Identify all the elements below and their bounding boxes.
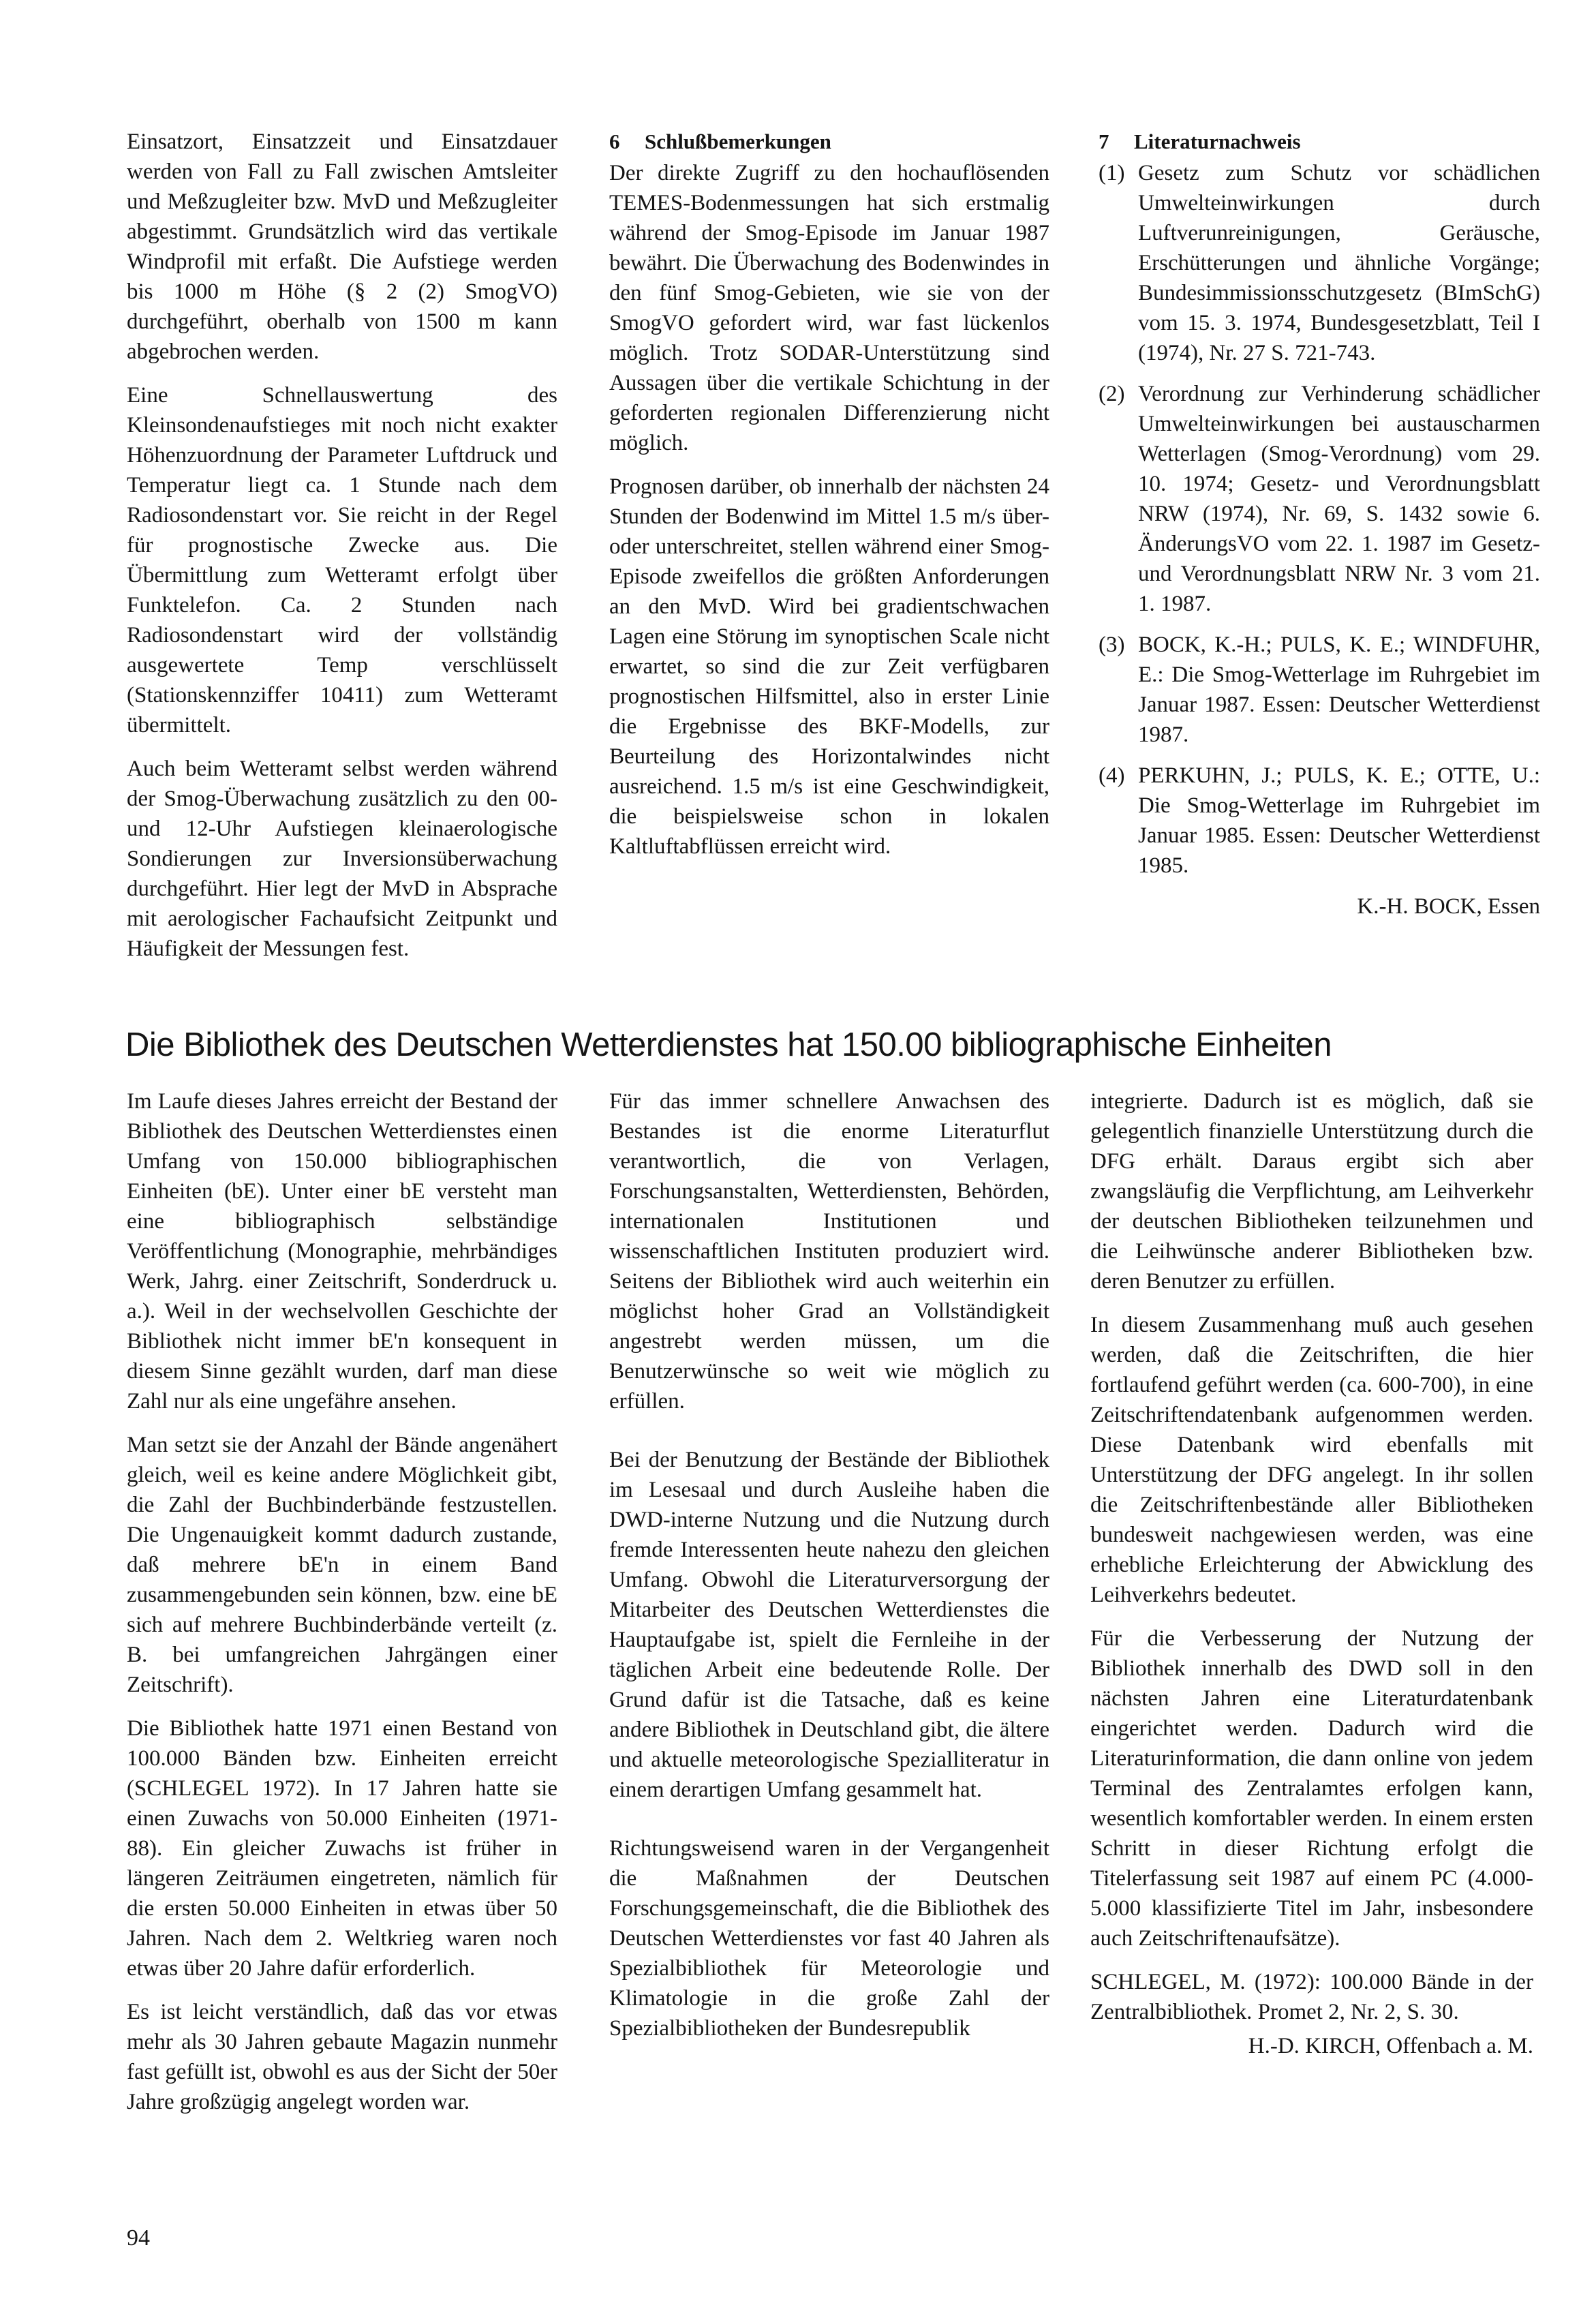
section-heading-6 (609, 127, 1049, 157)
paragraph: Einsatzort, Einsatzzeit und Einsatzdauer werden von Fall zu Fall zwischen Amtsleiter und Meßzugleiter bzw. MvD und Meßzugleiter abgestimmt. Grundsätzlich wird das vertikale Windprofil mit erfaßt. Die Aufstiege werden bis 1000 m Höhe (§ 2 (2) SmogVO) durchgeführt, oberhalb von 1500 m kann abgebrochen werden. (127, 129, 557, 364)
author-signature: K.-H. BOCK, Essen (1357, 894, 1540, 919)
section-number: 6 (609, 129, 620, 153)
paragraph: Man setzt sie der Anzahl der Bände angenähert gleich, weil es keine andere Möglichkeit gibt, die Zahl der Buchbinderbände festzustellen. Die Ungenauigkeit kommt dadurch zustande, daß mehrere bE'n in einem Band zusammengebunden sein können, bzw. eine bE sich auf mehrere Buchbinderbände verteilt (z. B. bei umfangreichen Jahrgängen einer Zeitschrift). (127, 1433, 557, 1697)
reference-text: Verordnung zur Verhinderung schädlicher Umwelteinwirkungen bei austauscharmen Wetterlagen (Smog-Verordnung) vom 29. 10. 1974; Gesetz- und Verordnungsblatt NRW (1974), Nr. 69, S. 1432 sowie 6. ÄnderungsVO vom 22. 1. 1987 im Gesetz- und Verordnungsblatt NRW Nr. 3 vom 21. 1. 1987. (1138, 382, 1540, 616)
paragraph: Der direkte Zugriff zu den hochauflösenden TEMES-Bodenmessungen hat sich erstmalig während der Smog-Episode im Januar 1987 bewährt. Die Überwachung des Bodenwindes in den fünf Smog-Gebieten, wie sie von der SmogVO gefordert wird, war fast lückenlos möglich. Trotz SODAR-Unterstützung sind Aussagen über die vertikale Schichtung in der geforderten regionalen Differenzierung nicht möglich. (609, 161, 1049, 455)
top-column-3 (1099, 127, 1540, 921)
paragraph: integrierte. Dadurch ist es möglich, daß sie gelegentlich finanzielle Unterstützung durch die DFG erhält. Daraus ergibt sich aber zwangsläufig die Verpflichtung, am Leihverkehr der deutschen Bibliotheken teilzunehmen und die Leihwünsche anderer Bibliotheken bzw. deren Benutzer zu erfüllen. (1090, 1089, 1533, 1294)
top-column-1 (127, 127, 557, 977)
paragraph-gap (609, 1818, 1049, 1833)
reference-text: BOCK, K.-H.; PULS, K. E.; WINDFUHR, E.: Die Smog-Wetterlage im Ruhrgebiet im Januar 1987. Essen: Deutscher Wetterdienst 1987. (1138, 633, 1540, 747)
paragraph: Die Bibliothek hatte 1971 einen Bestand von 100.000 Bänden bzw. Einheiten erreicht (SCHLEGEL 1972). In 17 Jahren hatte sie einen Zuwachs von 50.000 Einheiten (1971-88). Ein gleicher Zuwachs ist früher in längeren Zeiträumen eingetreten, nämlich für die ersten 50.000 Einheiten in etwas über 50 Jahren. Nach dem 2. Weltkrieg waren noch etwas über 20 Jahre dafür erforderlich. (127, 1716, 557, 1981)
reference-number: (3) (1099, 633, 1125, 657)
reference-number: (1) (1099, 161, 1125, 185)
reference-number: (4) (1099, 763, 1125, 788)
reference-item (1099, 379, 1540, 619)
author-signature: H.-D. KIRCH, Offenbach a. M. (1248, 2034, 1533, 2058)
article-column-2 (609, 1086, 1049, 2057)
paragraph: Auch beim Wetteramt selbst werden während der Smog-Überwachung zusätzlich zu den 00- und 12-Uhr Aufstiegen kleinaerologische Sondierungen zur Inversionsüberwachung durchgeführt. Hier legt der MvD in Absprache mit aerologischer Fachaufsicht Zeitpunkt und Häufigkeit der Messungen fest. (127, 757, 557, 961)
paragraph: Prognosen darüber, ob innerhalb der nächsten 24 Stunden der Bodenwind im Mittel 1.5 m/s über- oder unterschreitet, stellen während einer Smog-Episode zweifellos die größten Anforderungen an den MvD. Wird bei gradientschwachen Lagen eine Störung im synoptischen Scale nicht erwartet, so sind die zur Zeit verfügbaren prognostischen Hilfsmittel, also in erster Linie die Ergebnisse des BKF-Modells, zur Beurteilung des Horizontalwindes nicht ausreichend. 1.5 m/s ist eine Geschwindigkeit, die beispielsweise schon in lokalen Kaltluftabflüssen erreicht wird. (609, 474, 1049, 859)
section-title: Schlußbemerkungen (645, 129, 831, 153)
paragraph: Bei der Benutzung der Bestände der Bibliothek im Lesesaal und durch Ausleihe haben die DWD-interne Nutzung und die Nutzung durch fremde Interessenten heute nahezu den gleichen Umfang. Obwohl die Literaturversorgung der Mitarbeiter des Deutschen Wetterdienstes die Hauptaufgabe ist, spielt die Fernleihe in der täglichen Arbeit eine bedeutende Rolle. Der Grund dafür ist die Tatsache, daß es keine andere Bibliothek in Deutschland gibt, die ältere und aktuelle meteorologische Spezialliteratur in einem derartigen Umfang gesammelt hat. (609, 1448, 1049, 1802)
article-column-3 (1090, 1086, 1533, 2061)
reference-list (1099, 158, 1540, 881)
article-column-1 (127, 1086, 557, 2131)
paragraph: Im Laufe dieses Jahres erreicht der Bestand der Bibliothek des Deutschen Wetterdienstes einen Umfang von 150.000 bibliographischen Einheiten (bE). Unter einer bE versteht man eine bibliographisch selbständige Veröffentlichung (Monographie, mehrbändiges Werk, Jahrg. einer Zeitschrift, Sonderdruck u. a.). Weil in der wechselvollen Geschichte der Bibliothek nicht immer bE'n konsequent in diesem Sinne gezählt wurden, darf man diese Zahl nur als eine ungefähre ansehen. (127, 1089, 557, 1414)
reference-item (1099, 158, 1540, 368)
reference-text: PERKUHN, J.; PULS, K. E.; OTTE, U.: Die Smog-Wetterlage im Ruhrgebiet im Januar 1985. Essen: Deutscher Wetterdienst 1985. (1138, 763, 1540, 878)
article-headline: Die Bibliothek des Deutschen Wetterdienstes hat 150.00 bibliographische Einheiten (125, 1026, 1332, 1063)
paragraph: Es ist leicht verständlich, daß das vor etwas mehr als 30 Jahren gebaute Magazin nunmehr fast gefüllt ist, obwohl es aus der Sicht der 50er Jahre großzügig angelegt worden war. (127, 2000, 557, 2114)
reference-number: (2) (1099, 382, 1125, 406)
reference-text: Gesetz zum Schutz vor schädlichen Umwelteinwirkungen durch Luftverunreinigungen, Geräusche, Erschütterungen und ähnliche Vorgänge; Bundesimmissionsschutzgesetz (BImSchG) vom 15. 3. 1974, Bundesgesetzblatt, Teil I (1974), Nr. 27 S. 721-743. (1138, 161, 1540, 365)
section-heading-7 (1099, 127, 1540, 157)
top-column-2 (609, 127, 1049, 875)
paragraph: Für die Verbesserung der Nutzung der Bibliothek innerhalb des DWD soll in den nächsten Jahren eine Literaturdatenbank eingerichtet werden. Dadurch wird die Literaturinformation, die dann online von jedem Terminal des Zentralamtes erfolgen kann, wesentlich komfortabler werden. In einem ersten Schritt in dieser Richtung erfolgt die Titelerfassung seit 1987 auf einem PC (4.000-5.000 klassifizierte Titel im Jahr, insbesondere auch Zeitschriftenaufsätze). (1090, 1626, 1533, 1951)
reference-item (1099, 630, 1540, 750)
section-number: 7 (1099, 129, 1109, 153)
paragraph: Richtungsweisend waren in der Vergangenheit die Maßnahmen der Deutschen Forschungsgemeinschaft, die die Bibliothek des Deutschen Wetterdienstes vor fast 40 Jahren als Spezialbibliothek für Meteorologie und Klimatologie in die große Zahl der Spezialbibliotheken der Bundesrepublik (609, 1836, 1049, 2041)
section-title: Literaturnachweis (1134, 129, 1301, 153)
paragraph-gap (609, 1430, 1049, 1445)
reference-item (1099, 761, 1540, 881)
paragraph: In diesem Zusammenhang muß auch gesehen werden, daß die Zeitschriften, die hier fortlaufend geführt werden (ca. 600-700), in eine Zeitschriftendatenbank aufgenommen werden. Diese Datenbank wird ebenfalls mit Unterstützung der DFG angelegt. In ihr sollen die Zeitschriftenbestände aller Bibliotheken bundesweit nachgewiesen werden, was eine erhebliche Erleichterung der Abwicklung des Leihverkehrs bedeutet. (1090, 1313, 1533, 1607)
page-number: 94 (127, 2225, 150, 2251)
reference-paragraph: SCHLEGEL, M. (1972): 100.000 Bände in der Zentralbibliothek. Promet 2, Nr. 2, S. 30. (1090, 1970, 1533, 2024)
paragraph: Eine Schnellauswertung des Kleinsondenaufstieges mit noch nicht exakter Höhenzuordnung der Parameter Luftdruck und Temperatur liegt ca. 1 Stunde nach dem Radiosondenstart vor. Sie reicht in der Regel für prognostische Zwecke aus. Die Übermittlung zum Wetteramt erfolgt über Funktelefon. Ca. 2 Stunden nach Radiosondenstart wird der vollständig ausgewertete Temp verschlüsselt (Stationskennziffer 10411) zum Wetteramt übermittelt. (127, 383, 557, 737)
paragraph: Für das immer schnellere Anwachsen des Bestandes ist die enorme Literaturflut verantwortlich, die von Verlagen, Forschungsanstalten, Wetterdiensten, Behörden, internationalen Institutionen und wissenschaftlichen Instituten produziert wird. Seitens der Bibliothek wird auch weiterhin ein möglichst hoher Grad an Vollständigkeit angestrebt werden müssen, um die Benutzerwünsche so weit wie möglich zu erfüllen. (609, 1089, 1049, 1414)
